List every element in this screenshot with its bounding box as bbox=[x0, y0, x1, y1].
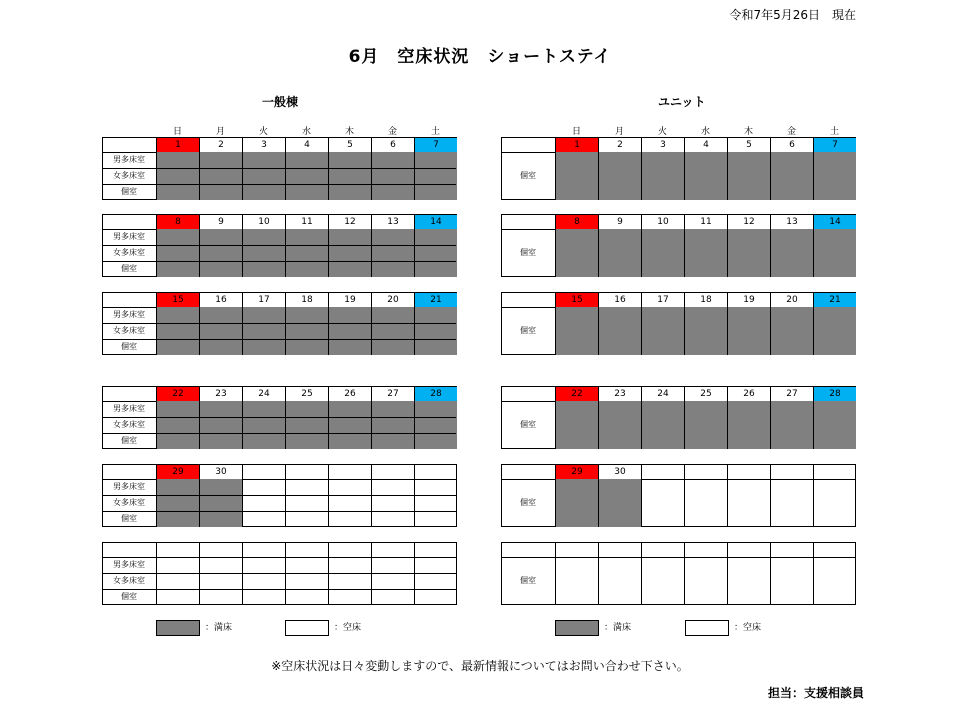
day-number: 5 bbox=[727, 138, 770, 153]
day-number bbox=[770, 465, 813, 480]
status-cell-full bbox=[727, 152, 770, 200]
day-number: 16 bbox=[199, 293, 242, 308]
day-number: 19 bbox=[328, 293, 371, 308]
status-cell-full bbox=[371, 152, 414, 200]
day-number: 15 bbox=[156, 293, 199, 308]
room-type-label: 個室 bbox=[520, 498, 536, 507]
weekday-label: 木 bbox=[743, 127, 753, 137]
day-number: 18 bbox=[684, 293, 727, 308]
status-cell-full bbox=[684, 401, 727, 449]
day-number: 11 bbox=[285, 215, 328, 230]
day-number: 27 bbox=[770, 387, 813, 402]
weekday-label: 日 bbox=[172, 127, 182, 137]
room-type-label: 女多床室 bbox=[113, 576, 145, 585]
status-cell-vacant bbox=[641, 557, 684, 605]
week-table bbox=[501, 386, 856, 449]
day-number: 22 bbox=[555, 387, 598, 402]
day-number: 11 bbox=[684, 215, 727, 230]
day-number: 8 bbox=[555, 215, 598, 230]
status-cell-full bbox=[285, 307, 328, 355]
day-number: 3 bbox=[641, 138, 684, 153]
day-number: 14 bbox=[813, 215, 856, 230]
week-table bbox=[501, 464, 856, 527]
status-cell-full bbox=[555, 307, 598, 355]
day-number bbox=[555, 543, 598, 558]
day-number: 12 bbox=[328, 215, 371, 230]
weekday-label: 火 bbox=[657, 127, 667, 137]
day-number: 15 bbox=[555, 293, 598, 308]
status-cell-vacant bbox=[813, 557, 856, 605]
day-number bbox=[371, 543, 414, 558]
status-cell-full bbox=[813, 229, 856, 277]
weekday-label: 土 bbox=[829, 127, 839, 137]
status-cell-full bbox=[199, 307, 242, 355]
status-cell-full bbox=[770, 401, 813, 449]
room-type-label: 女多床室 bbox=[113, 171, 145, 180]
day-number bbox=[684, 465, 727, 480]
room-type-label: 男多床室 bbox=[113, 155, 145, 164]
room-type-label: 個室 bbox=[520, 576, 536, 585]
day-number: 7 bbox=[813, 138, 856, 153]
day-number bbox=[727, 543, 770, 558]
status-cell-vacant bbox=[371, 557, 414, 605]
status-cell-full bbox=[727, 307, 770, 355]
day-number bbox=[813, 465, 856, 480]
status-cell-vacant bbox=[770, 557, 813, 605]
status-cell-full bbox=[285, 152, 328, 200]
status-cell-full bbox=[684, 229, 727, 277]
status-cell-full bbox=[285, 401, 328, 449]
status-cell-full bbox=[555, 479, 598, 527]
day-number: 19 bbox=[727, 293, 770, 308]
status-cell-full bbox=[598, 152, 641, 200]
week-table bbox=[501, 214, 856, 277]
room-type-label: 個室 bbox=[520, 326, 536, 335]
status-cell-full bbox=[555, 152, 598, 200]
week-table bbox=[102, 542, 457, 605]
status-cell-full bbox=[598, 479, 641, 527]
day-number: 1 bbox=[156, 138, 199, 153]
day-number: 17 bbox=[641, 293, 684, 308]
room-type-label: 個室 bbox=[520, 248, 536, 257]
weekday-label: 土 bbox=[430, 127, 440, 137]
weekday-label: 月 bbox=[614, 127, 624, 137]
room-type-label: 男多床室 bbox=[113, 482, 145, 491]
day-number bbox=[727, 465, 770, 480]
status-cell-vacant bbox=[285, 479, 328, 527]
day-number bbox=[684, 543, 727, 558]
day-number: 28 bbox=[813, 387, 856, 402]
weekday-label: 木 bbox=[344, 127, 354, 137]
room-type-label: 個室 bbox=[121, 187, 137, 196]
room-type-label: 男多床室 bbox=[113, 232, 145, 241]
room-type-label: 男多床室 bbox=[113, 560, 145, 569]
room-type-label: 男多床室 bbox=[113, 310, 145, 319]
day-number: 10 bbox=[641, 215, 684, 230]
day-number: 10 bbox=[242, 215, 285, 230]
room-type-label: 個室 bbox=[121, 436, 137, 445]
status-cell-full bbox=[371, 401, 414, 449]
status-cell-full bbox=[371, 307, 414, 355]
status-cell-vacant bbox=[328, 557, 371, 605]
status-cell-full bbox=[414, 229, 457, 277]
day-number bbox=[328, 543, 371, 558]
week-table bbox=[102, 292, 457, 355]
day-number bbox=[285, 465, 328, 480]
day-number bbox=[242, 465, 285, 480]
room-type-label: 個室 bbox=[121, 342, 137, 351]
week-table bbox=[102, 386, 457, 449]
day-number bbox=[414, 543, 457, 558]
room-type-label: 個室 bbox=[121, 514, 137, 523]
status-cell-full bbox=[641, 229, 684, 277]
day-number: 4 bbox=[684, 138, 727, 153]
status-cell-full bbox=[684, 307, 727, 355]
room-type-label: 個室 bbox=[520, 171, 536, 180]
day-number: 20 bbox=[770, 293, 813, 308]
day-number: 21 bbox=[414, 293, 457, 308]
day-number: 24 bbox=[242, 387, 285, 402]
status-cell-full bbox=[156, 401, 199, 449]
status-cell-vacant bbox=[242, 479, 285, 527]
room-type-label: 女多床室 bbox=[113, 498, 145, 507]
room-type-label: 女多床室 bbox=[113, 420, 145, 429]
status-cell-vacant bbox=[727, 479, 770, 527]
status-cell-vacant bbox=[156, 557, 199, 605]
status-cell-full bbox=[770, 152, 813, 200]
day-number bbox=[813, 543, 856, 558]
status-cell-full bbox=[328, 401, 371, 449]
day-number: 25 bbox=[285, 387, 328, 402]
day-number: 6 bbox=[770, 138, 813, 153]
status-cell-full bbox=[813, 307, 856, 355]
day-number bbox=[242, 543, 285, 558]
day-number bbox=[641, 465, 684, 480]
status-cell-full bbox=[813, 152, 856, 200]
week-table bbox=[501, 542, 856, 605]
room-type-label: 男多床室 bbox=[113, 404, 145, 413]
status-cell-vacant bbox=[328, 479, 371, 527]
weekday-label: 金 bbox=[387, 127, 397, 137]
status-cell-full bbox=[414, 307, 457, 355]
status-cell-vacant bbox=[684, 479, 727, 527]
week-table bbox=[102, 137, 457, 200]
legend-vacant-label: ：空床 bbox=[334, 623, 362, 633]
day-number bbox=[199, 543, 242, 558]
weekday-label: 月 bbox=[215, 127, 225, 137]
contact-person: 担当：支援相談員 bbox=[767, 686, 864, 700]
day-number: 2 bbox=[598, 138, 641, 153]
day-number: 16 bbox=[598, 293, 641, 308]
day-number: 13 bbox=[770, 215, 813, 230]
day-number bbox=[328, 465, 371, 480]
status-cell-full bbox=[242, 229, 285, 277]
day-number: 12 bbox=[727, 215, 770, 230]
day-number: 30 bbox=[199, 465, 242, 480]
day-number: 9 bbox=[199, 215, 242, 230]
legend-full-label-unit: ：満床 bbox=[604, 623, 632, 633]
status-cell-full bbox=[598, 401, 641, 449]
status-cell-full bbox=[199, 152, 242, 200]
status-cell-full bbox=[684, 152, 727, 200]
status-cell-full bbox=[598, 229, 641, 277]
status-cell-full bbox=[285, 229, 328, 277]
status-cell-vacant bbox=[727, 557, 770, 605]
status-cell-vacant bbox=[285, 557, 328, 605]
status-cell-vacant bbox=[641, 479, 684, 527]
day-number bbox=[598, 543, 641, 558]
legend-vacant-swatch-unit bbox=[685, 620, 729, 636]
room-type-label: 女多床室 bbox=[113, 326, 145, 335]
day-number: 30 bbox=[598, 465, 641, 480]
status-cell-full bbox=[156, 479, 199, 527]
weekday-label: 火 bbox=[258, 127, 268, 137]
day-number: 23 bbox=[598, 387, 641, 402]
status-cell-full bbox=[727, 229, 770, 277]
status-cell-full bbox=[328, 229, 371, 277]
legend-full-swatch bbox=[156, 620, 200, 636]
status-cell-full bbox=[641, 152, 684, 200]
day-number: 9 bbox=[598, 215, 641, 230]
status-cell-full bbox=[555, 229, 598, 277]
status-cell-full bbox=[242, 401, 285, 449]
status-cell-vacant bbox=[414, 479, 457, 527]
status-cell-full bbox=[598, 307, 641, 355]
status-cell-full bbox=[328, 152, 371, 200]
status-cell-full bbox=[727, 401, 770, 449]
status-cell-full bbox=[199, 401, 242, 449]
room-type-label: 女多床室 bbox=[113, 248, 145, 257]
day-number: 25 bbox=[684, 387, 727, 402]
status-cell-full bbox=[641, 307, 684, 355]
current-date: 令和7年5月26日 現在 bbox=[729, 8, 856, 22]
status-cell-full bbox=[156, 152, 199, 200]
status-cell-full bbox=[770, 307, 813, 355]
day-number: 1 bbox=[555, 138, 598, 153]
day-number: 18 bbox=[285, 293, 328, 308]
status-cell-vacant bbox=[242, 557, 285, 605]
legend-full-label: ：満床 bbox=[205, 623, 233, 633]
status-cell-full bbox=[199, 479, 242, 527]
day-number: 21 bbox=[813, 293, 856, 308]
day-number bbox=[641, 543, 684, 558]
day-number: 7 bbox=[414, 138, 457, 153]
status-cell-full bbox=[156, 229, 199, 277]
day-number bbox=[414, 465, 457, 480]
status-cell-full bbox=[770, 229, 813, 277]
week-table bbox=[501, 292, 856, 355]
day-number: 13 bbox=[371, 215, 414, 230]
legend-vacant-label-unit: ：空床 bbox=[734, 623, 762, 633]
weekday-label: 水 bbox=[700, 127, 710, 137]
status-cell-vacant bbox=[598, 557, 641, 605]
status-cell-vacant bbox=[199, 557, 242, 605]
status-cell-vacant bbox=[555, 557, 598, 605]
status-cell-vacant bbox=[813, 479, 856, 527]
day-number: 27 bbox=[371, 387, 414, 402]
page-title: 6月 空床状況 ショートステイ bbox=[348, 47, 612, 67]
status-cell-full bbox=[242, 307, 285, 355]
day-number: 14 bbox=[414, 215, 457, 230]
section-general-title: 一般棟 bbox=[262, 95, 299, 109]
day-number: 29 bbox=[156, 465, 199, 480]
room-type-label: 個室 bbox=[121, 264, 137, 273]
availability-note: ※空床状況は日々変動しますので、最新情報についてはお問い合わせ下さい。 bbox=[271, 659, 689, 673]
status-cell-full bbox=[414, 401, 457, 449]
status-cell-full bbox=[555, 401, 598, 449]
week-table bbox=[102, 464, 457, 527]
week-table bbox=[102, 214, 457, 277]
weekday-label: 金 bbox=[786, 127, 796, 137]
day-number: 24 bbox=[641, 387, 684, 402]
day-number: 26 bbox=[328, 387, 371, 402]
day-number bbox=[371, 465, 414, 480]
day-number: 26 bbox=[727, 387, 770, 402]
day-number: 5 bbox=[328, 138, 371, 153]
day-number: 6 bbox=[371, 138, 414, 153]
day-number: 17 bbox=[242, 293, 285, 308]
day-number: 3 bbox=[242, 138, 285, 153]
day-number: 8 bbox=[156, 215, 199, 230]
status-cell-full bbox=[242, 152, 285, 200]
day-number: 2 bbox=[199, 138, 242, 153]
day-number: 29 bbox=[555, 465, 598, 480]
day-number: 20 bbox=[371, 293, 414, 308]
legend-vacant-swatch bbox=[285, 620, 329, 636]
weekday-label: 水 bbox=[301, 127, 311, 137]
section-unit-title: ユニット bbox=[658, 95, 706, 109]
day-number: 28 bbox=[414, 387, 457, 402]
status-cell-full bbox=[371, 229, 414, 277]
day-number bbox=[770, 543, 813, 558]
legend-full-swatch-unit bbox=[555, 620, 599, 636]
status-cell-full bbox=[328, 307, 371, 355]
status-cell-full bbox=[414, 152, 457, 200]
day-number: 23 bbox=[199, 387, 242, 402]
status-cell-vacant bbox=[684, 557, 727, 605]
status-cell-vacant bbox=[371, 479, 414, 527]
room-type-label: 個室 bbox=[121, 592, 137, 601]
day-number: 22 bbox=[156, 387, 199, 402]
day-number bbox=[156, 543, 199, 558]
status-cell-full bbox=[813, 401, 856, 449]
room-type-label: 個室 bbox=[520, 420, 536, 429]
status-cell-vacant bbox=[414, 557, 457, 605]
week-table bbox=[501, 137, 856, 200]
status-cell-full bbox=[641, 401, 684, 449]
status-cell-full bbox=[156, 307, 199, 355]
day-number: 4 bbox=[285, 138, 328, 153]
day-number bbox=[285, 543, 328, 558]
status-cell-full bbox=[199, 229, 242, 277]
status-cell-vacant bbox=[770, 479, 813, 527]
weekday-label: 日 bbox=[571, 127, 581, 137]
